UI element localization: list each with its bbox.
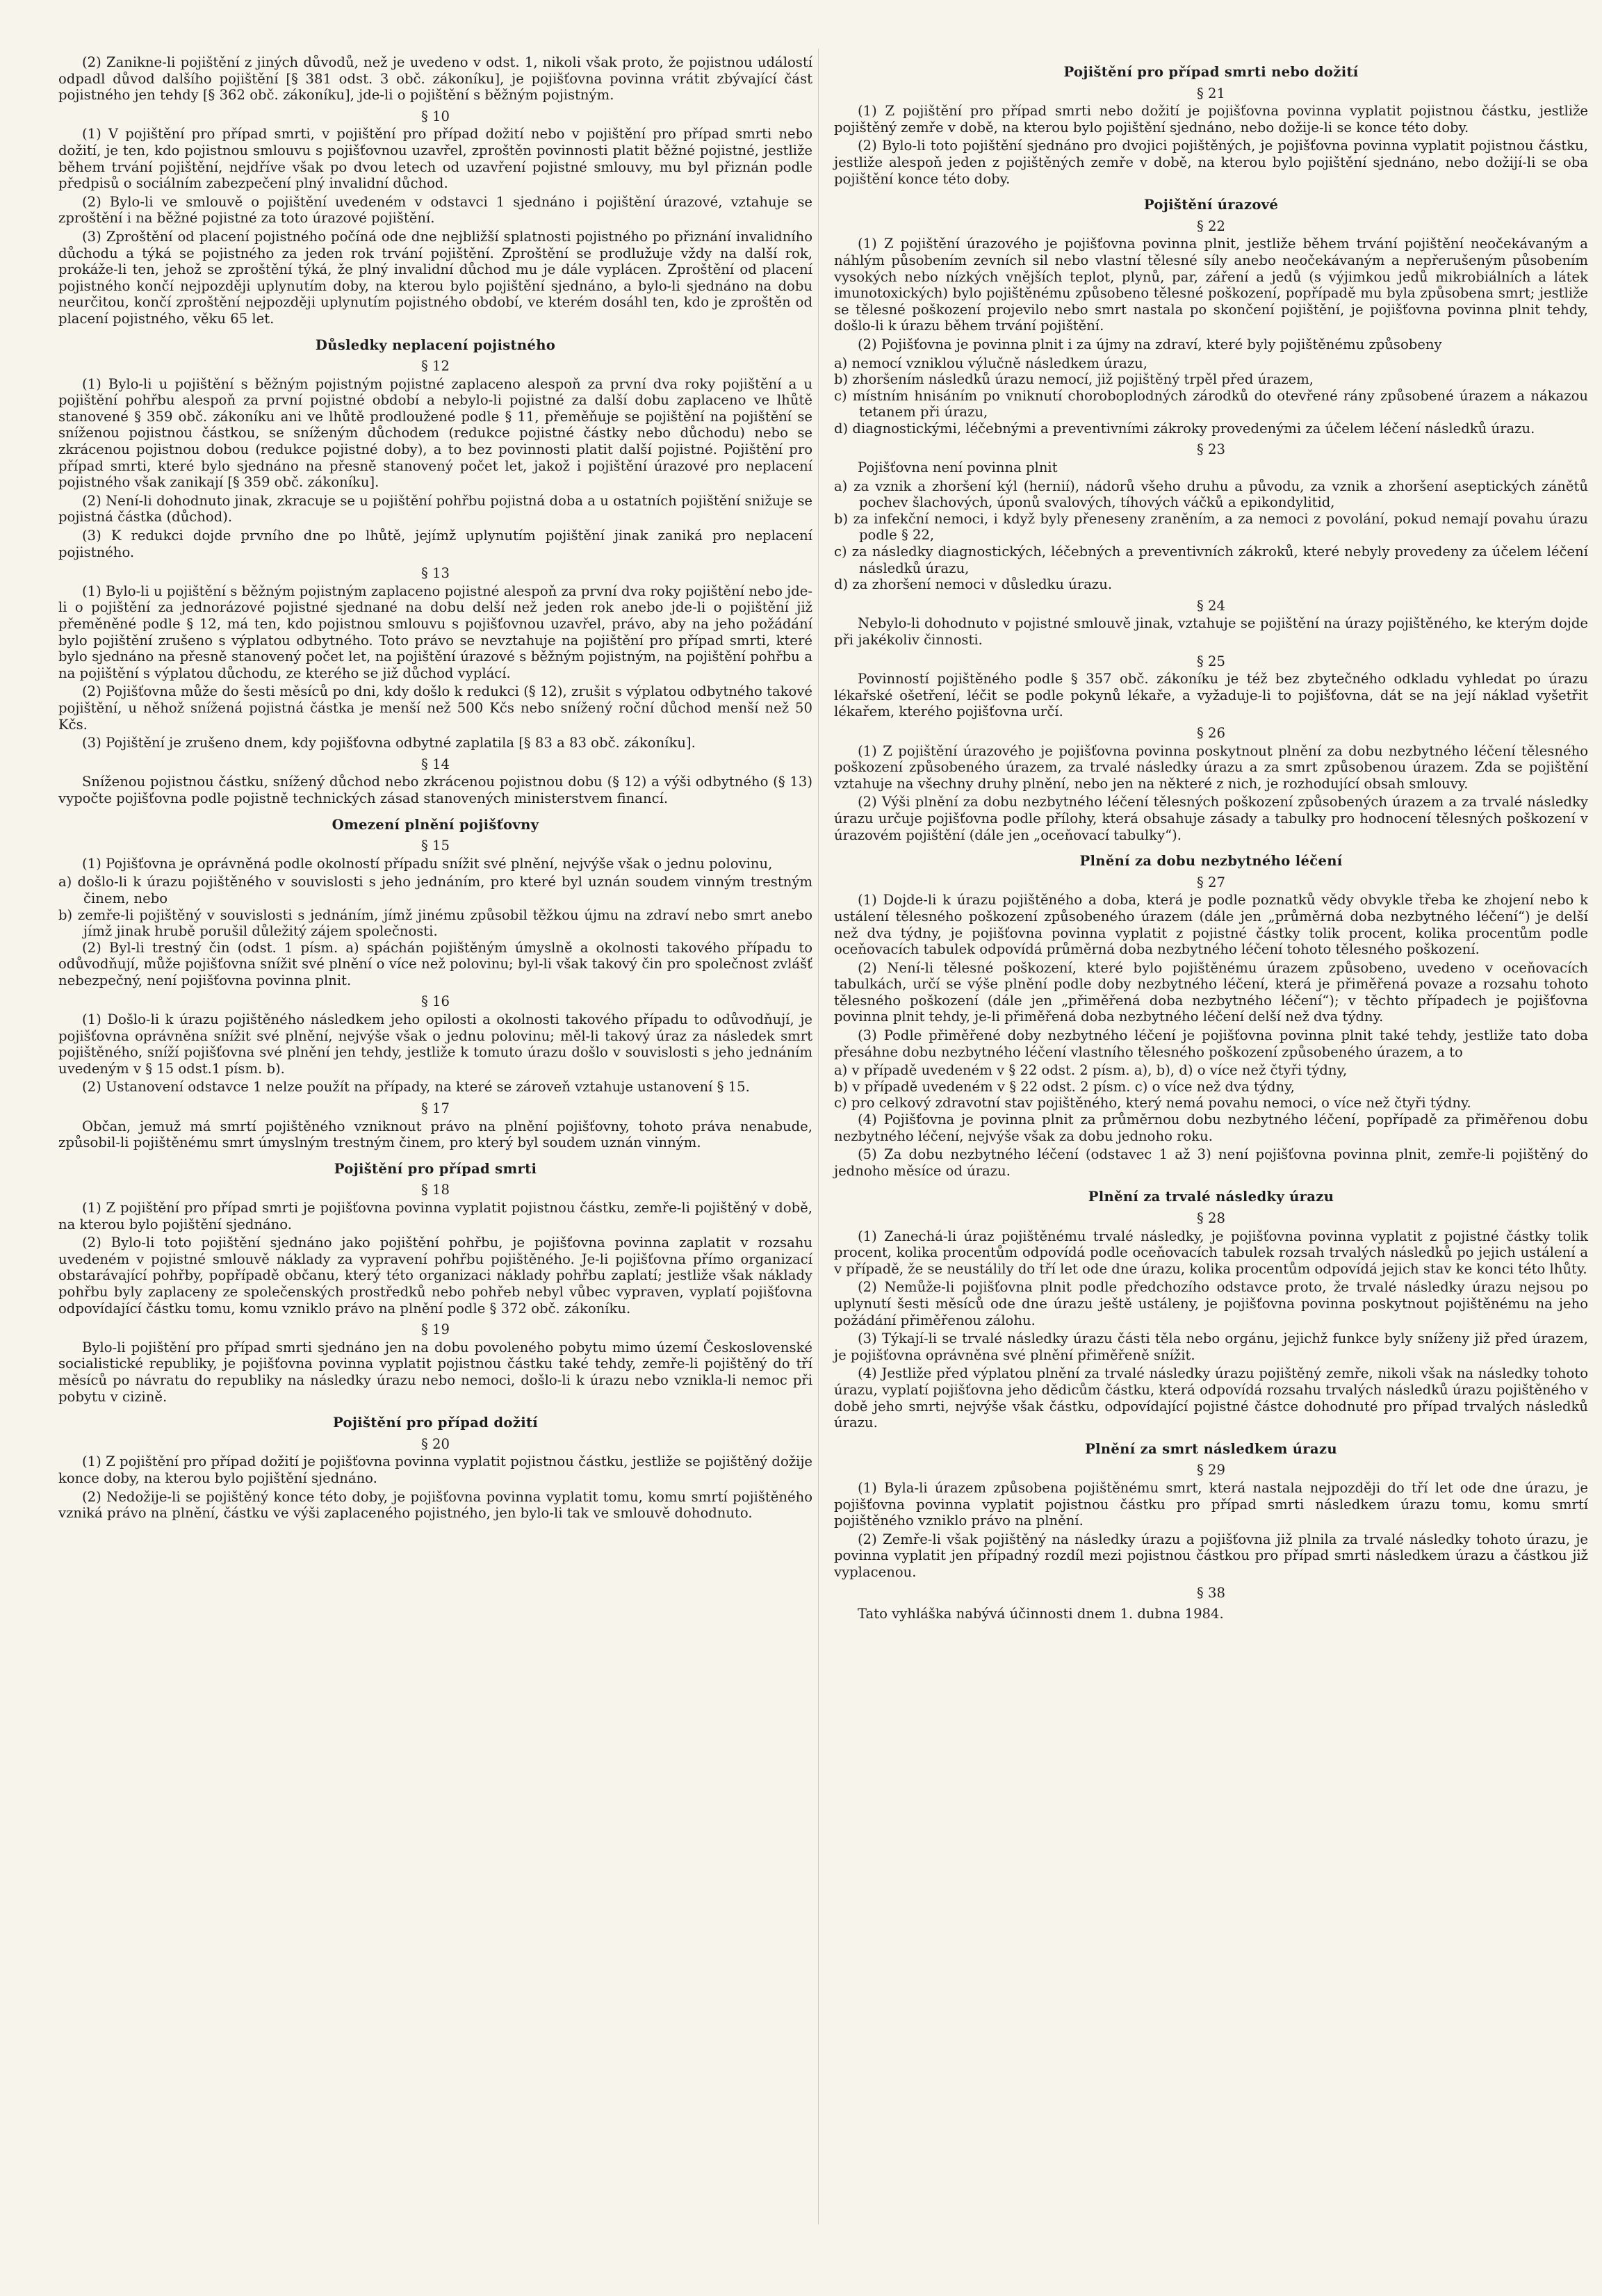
paragraph: (1) Dojde-li k úrazu pojištěného a doba, která je podle poznatků vědy obvykle třeba ke zhojení nebo k ustálení tělesného poškození způsobeného úrazem (dále jen „průměrná doba nezbytného léčení“) je delší než dva týdny, je pojišťovna povinna vyplatit z pojistné částky tolik procent, kolika procentům podle oceňovacích tabulek odpovídá průměrná doba nezbytného léčení tohoto tělesného poškození.: [834, 892, 1588, 958]
section-number: § 24: [1197, 597, 1225, 614]
paragraph: (3) Zproštění od placení pojistného počíná ode dne nejbližší splatnosti pojistného po přiznání invalidního důchodu a týká se pojistného za jeden rok trvání pojištění. Zproštění se prodlužuje vždy na další rok, prokáže-li ten, jehož se zproštění týká, že plný invalidní důchod mu je dále vyplácen. Zproštění od placení pojistného končí nejpozději uplynutím doby, na kterou bylo pojištění sjednáno, a bylo-li sjednáno na dobu neurčitou, končí zproštění nejpozději uplynutím pojistného období, ve kterém dosáhl ten, kdo je zproštěn od placení pojistného, věku 65 let.: [58, 228, 812, 327]
paragraph: (2) Bylo-li toto pojištění sjednáno jako pojištění pohřbu, je pojišťovna povinna zaplatit v rozsahu uvedeném v pojistné smlouvě náklady za vypravení pohřbu pojištěného. Je-li pojišťovna přímo organizací obstarávající pohřby, popřípadě občanu, který této organizaci náklady pohřbu zaplatí; jestliže však náklady pohřbu byly zaplaceny ze společenských prostředků nebo pohřeb nebyl vůbec vypraven, vyplatí pojišťovna odpovídající částku tomu, komu vzniklo právo na plnění podle § 372 obč. zákoníku.: [58, 1235, 812, 1317]
section-number: § 21: [1197, 85, 1225, 101]
paragraph: (1) Bylo-li u pojištění s běžným pojistným zaplaceno pojistné alespoň za první dva roky pojištění nebo jde-li o pojištění za jednorázové pojistné sjednané na dobu delší než jeden rok anebo jde-li o pojištění již přeměněné podle § 12, má ten, kdo pojistnou smlouvu s pojišťovnou uzavřel, právo, aby na jeho požádání bylo pojištění zrušeno s výplatou odbytného. Toto právo se nevztahuje na pojištění pro případ smrti, které bylo sjednáno na přesně stanovený počet let, na pojištění úrazové s běžným pojistným, na pojištění pohřbu a na pojištění s výplatou důchodu, ze kterého se již důchod vyplácí.: [58, 583, 812, 681]
section-number: § 12: [421, 358, 450, 375]
paragraph: (2) Zanikne-li pojištění z jiných důvodů, než je uvedeno v odst. 1, nikoli však proto, že pojistnou událostí odpadl důvod dalšího pojištění [§ 381 odst. 3 obč. zákoníku], je pojišťovna povinna vrátit zbývající část pojistného jen tehdy [§ 362 obč. zákoníku], jde-li o pojištění s běžným pojistným.: [58, 54, 812, 104]
paragraph: (2) Bylo-li toto pojištění sjednáno pro dvojici pojištěných, je pojišťovna povinna vyplatit pojistnou částku, jestliže alespoň jeden z pojištěných zemře v době, na kterou bylo pojištění sjednáno, nebo dožijí-li se oba pojištění konce této doby.: [834, 138, 1588, 187]
paragraph: (1) Došlo-li k úrazu pojištěného následkem jeho opilosti a okolnosti takového případu to odůvodňují, je pojišťovna oprávněna snížit své plnění, nejvýše však o jednu polovinu; měl-li takový úraz za následek smrt pojištěného, sníží pojišťovna své plnění jen tehdy, jestliže k tomuto úrazu došlo v souvislosti s jeho jednáním uvedeným v § 15 odst.1 písm. b).: [58, 1011, 812, 1077]
list-item: a) v případě uvedeném v § 22 odst. 2 písm. a), b), d) o více než čtyři týdny,: [834, 1062, 1348, 1079]
section-heading: Plnění za trvalé následky úrazu: [1088, 1189, 1334, 1205]
section-heading: Omezení plnění pojišťovny: [332, 816, 539, 833]
section-number: § 14: [421, 756, 450, 772]
paragraph: (3) Podle přiměřené doby nezbytného léčení je pojišťovna povinna plnit také tehdy, jestliže tato doba přesáhne dobu nezbytného léčení vlastního tělesného poškození způsobeného úrazem, a to: [834, 1027, 1588, 1060]
list-item: d) za zhoršení nemoci v důsledku úrazu.: [834, 576, 1113, 593]
section-number: § 38: [1197, 1585, 1225, 1602]
section-heading: Plnění za smrt následkem úrazu: [1085, 1440, 1337, 1457]
section-number: § 25: [1197, 653, 1225, 669]
section-number: § 23: [1197, 441, 1225, 458]
paragraph: (1) Z pojištění úrazového je pojišťovna povinna plnit, jestliže během trvání pojištění neočekávaným a náhlým působením zevních sil nebo vlastní tělesné síly anebo neočekávaným a nepřerušeným působením vysokých nebo nízkých vnějších teplot, plynů, par, záření a jedů (s výjimkou jedů mikrobiálních a látek imunotoxických) bylo pojištěnému způsobeno tělesné poškození, popřípadě mu byla způsobena smrt; jestliže se tělesné poškození projevilo nebo smrt nastala po skončení pojištění, je pojišťovna povinna plnit tehdy, došlo-li k úrazu během trvání pojištění.: [834, 236, 1588, 334]
list-item: b) zemře-li pojištěný v souvislosti s jednáním, jímž jinému způsobil těžkou újmu na zdraví nebo smrt anebo jímž jinak hrubě porušil důležitý zájem společnosti.: [58, 906, 812, 940]
section-number: § 20: [421, 1435, 450, 1452]
paragraph: (2) Pojišťovna může do šesti měsíců po dni, kdy došlo k redukci (§ 12), zrušit s výplatou odbytného takové pojištění, u něhož snížená pojistná částka je menší než 500 Kčs nebo snížený roční důchod menší než 50 Kčs.: [58, 683, 812, 733]
section-heading: Pojištění pro případ smrti nebo dožití: [1063, 64, 1359, 80]
section-number: § 10: [421, 108, 450, 124]
section-number: § 26: [1197, 724, 1225, 741]
section-heading: Pojištění úrazové: [1143, 197, 1279, 213]
column-divider: [818, 49, 819, 2224]
section-number: § 22: [1197, 218, 1225, 234]
paragraph: (2) Nedožije-li se pojištěný konce této doby, je pojišťovna povinna vyplatit tomu, komu smrtí pojištěného vzniká právo na plnění, částku ve výši zaplaceného pojistného, jen bylo-li tak ve smlouvě dohodnuto.: [58, 1488, 812, 1522]
paragraph: (2) Není-li tělesné poškození, které bylo pojištěnému úrazem způsobeno, uvedeno v oceňovacích tabulkách, určí se výše plnění podle doby nezbytného léčení, která je přiměřená povaze a rozsahu tohoto tělesného poškození (dále jen „přiměřená doba nezbytného léčení“); v těchto případech je pojišťovna povinna plnit tehdy, je-li přiměřená doba nezbytného léčení delší než dva týdny.: [834, 959, 1588, 1025]
paragraph: (1) Z pojištění úrazového je pojišťovna povinna poskytnout plnění za dobu nezbytného léčení tělesného poškození způsobeného úrazem, za trvalé následky úrazu a za smrt způsobenou úrazem. Zda se pojištění vztahuje na všechny druhy plnění, nebo jen na některé z nich, je rozhodující obsah smlouvy.: [834, 742, 1588, 792]
list-item: b) zhoršením následků úrazu nemocí, již pojištěný trpěl před úrazem,: [834, 371, 1314, 388]
section-number: § 16: [421, 993, 450, 1010]
right-column: [834, 54, 1588, 1625]
paragraph: (1) Z pojištění pro případ smrti nebo dožití je pojišťovna povinna vyplatit pojistnou částku, jestliže pojištěný zemře v době, na kterou bylo pojištění sjednáno, nebo dožije-li se konce této doby.: [834, 103, 1588, 136]
paragraph: (4) Pojišťovna je povinna plnit za průměrnou dobu nezbytného léčení, popřípadě za přiměřenou dobu nezbytného léčení, nejvýše však za dobu jednoho roku.: [834, 1112, 1588, 1144]
paragraph: Pojišťovna není povinna plnit: [858, 459, 1058, 476]
section-number: § 18: [421, 1182, 450, 1198]
paragraph: (4) Jestliže před výplatou plnění za trvalé následky úrazu pojištěný zemře, nikoli však na následky tohoto úrazu, vyplatí pojišťovna jeho dědicům částku, která odpovídá rozsahu trvalých následků úrazu pojištěného v době jeho smrti, nejvýše však částku, odpovídající pojistné částce dohodnuté pro případ trvalých následků úrazu.: [834, 1365, 1588, 1431]
left-column: [58, 54, 812, 1524]
paragraph: (1) Z pojištění pro případ smrti je pojišťovna povinna vyplatit pojistnou částku, zemře-li pojištěný v době, na kterou bylo pojištění sjednáno.: [58, 1200, 812, 1232]
section-number: § 29: [1197, 1462, 1225, 1479]
paragraph: (5) Za dobu nezbytného léčení (odstavec 1 až 3) není pojišťovna povinna plnit, zemře-li pojištěný do jednoho měsíce od úrazu.: [834, 1146, 1588, 1179]
paragraph: Sníženou pojistnou částku, snížený důchod nebo zkrácenou pojistnou dobu (§ 12) a výši odbytného (§ 13) vypočte pojišťovna podle pojistně technických zásad stanovených ministerstvem financí.: [58, 774, 812, 806]
list-item: b) za infekční nemoci, i když byly přeneseny zraněním, a za nemoci z povolání, pokud nemají povahu úrazu podle § 22,: [834, 510, 1588, 544]
paragraph: (2) Výši plnění za dobu nezbytného léčení tělesných poškození způsobených úrazem a za trvalé následky úrazu určuje pojišťovna podle přílohy, která obsahuje zásady a tabulky pro hodnocení tělesných poškození v úrazovém pojištění (dále jen „oceňovací tabulky“).: [834, 794, 1588, 843]
section-heading: Důsledky neplacení pojistného: [315, 336, 556, 353]
list-item: b) v případě uvedeném v § 22 odst. 2 písm. c) o více než dva týdny,: [834, 1078, 1295, 1095]
section-number: § 28: [1197, 1210, 1225, 1226]
paragraph: (2) Pojišťovna je povinna plnit i za újmy na zdraví, které byly pojištěnému způsobeny: [858, 336, 1442, 352]
paragraph: (2) Ustanovení odstavce 1 nelze použít na případy, na které se zároveň vztahuje ustanovení § 15.: [82, 1079, 750, 1096]
paragraph: (1) Z pojištění pro případ dožití je pojišťovna povinna vyplatit pojistnou částku, jestliže se pojištěný dožije konce doby, na kterou bylo pojištění sjednáno.: [58, 1454, 812, 1486]
paragraph: (2) Byl-li trestný čin (odst. 1 písm. a) spáchán pojištěným úmyslně a okolnosti takového případu to odůvodňují, může pojišťovna snížit své plnění o více než polovinu; byl-li však takový čin pro společnost zvlášť nebezpečný, není pojišťovna povinna plnit.: [58, 939, 812, 988]
section-number: § 13: [421, 565, 450, 582]
list-item: c) za následky diagnostických, léčebných a preventivních zákroků, které nebyly provedeny za účelem léčení následků úrazu,: [834, 544, 1588, 576]
section-heading: Pojištění pro případ dožití: [332, 1415, 539, 1431]
paragraph: Bylo-li pojištění pro případ smrti sjednáno jen na dobu povoleného pobytu mimo území Československé socialistické republiky, je pojišťovna povinna vyplatit pojistnou částku také tehdy, zemře-li pojištěný do tří měsíců po návratu do republiky na následky úrazu nebo nemoci, došlo-li k úrazu nebo vznikla-li nemoc při pobytu v cizině.: [58, 1339, 812, 1405]
list-item: a) došlo-li k úrazu pojištěného v souvislosti s jeho jednáním, pro které byl uznán soudem vinným trestným činem, nebo: [58, 874, 812, 906]
paragraph: (2) Zemře-li však pojištěný na následky úrazu a pojišťovna již plnila za trvalé následky tohoto úrazu, je povinna vyplatit jen případný rozdíl mezi pojistnou částkou pro případ smrti následkem úrazu a částkou již vyplacenou.: [834, 1531, 1588, 1580]
list-item: d) diagnostickými, léčebnými a preventivními zákroky provedenými za účelem léčení následků úrazu.: [834, 420, 1535, 437]
paragraph: (1) V pojištění pro případ smrti, v pojištění pro případ dožití nebo v pojištění pro případ smrti nebo dožití, je ten, kdo pojistnou smlouvu s pojišťovnou uzavřel, zproštěn povinnosti platit běžné pojistné, jestliže během trvání pojištění, nejdříve však po dvou letech od uzavření pojistné smlouvy, mu byl přiznán podle předpisů o sociálním zabezpečení plný invalidní důchod.: [58, 126, 812, 192]
list-item: a) nemocí vzniklou výlučně následkem úrazu,: [834, 355, 1147, 371]
paragraph: (1) Byla-li úrazem způsobena pojištěnému smrt, která nastala nejpozději do tří let ode dne úrazu, je pojišťovna povinna vyplatit pojistnou částku pro případ smrti následkem úrazu tomu, komu smrtí pojištěného vzniklo právo na plnění.: [834, 1479, 1588, 1529]
paragraph: (2) Nemůže-li pojišťovna plnit podle předchozího odstavce proto, že trvalé následky úrazu nejsou po uplynutí šesti měsíců ode dne úrazu ještě ustáleny, je pojišťovna povinna poskytnout pojištěnému na jeho požádání přiměřenou zálohu.: [834, 1279, 1588, 1328]
paragraph: (2) Není-li dohodnuto jinak, zkracuje se u pojištění pohřbu pojistná doba a u ostatních pojištění snižuje se pojistná částka (důchod).: [58, 492, 812, 526]
list-item: c) místním hnisáním po vniknutí choroboplodných zárodků do otevřené rány způsobené úrazem a nákazou tetanem při úrazu,: [834, 387, 1588, 421]
paragraph: (1) Zanechá-li úraz pojištěnému trvalé následky, je pojišťovna povinna vyplatit z pojistné částky tolik procent, kolika procentům odpovídá podle oceňovacích tabulek rozsah trvalých následků po jejich ustálení a v případě, že se neustálily do tří let ode dne úrazu, kolika procentům odpovídá jejich stav ke konci této lhůty.: [834, 1228, 1588, 1277]
effective-date-clause: Tato vyhláška nabývá účinnosti dnem 1. dubna 1984.: [858, 1606, 1224, 1622]
paragraph: (2) Bylo-li ve smlouvě o pojištění uvedeném v odstavci 1 sjednáno i pojištění úrazové, vztahuje se zproštění i na běžné pojistné za toto úrazové pojištění.: [58, 193, 812, 227]
section-heading: Plnění za dobu nezbytného léčení: [1079, 853, 1343, 870]
paragraph: (3) Pojištění je zrušeno dnem, kdy pojišťovna odbytné zaplatila [§ 83 a 83 obč. zákoníku].: [82, 735, 696, 751]
section-number: § 19: [421, 1321, 450, 1338]
paragraph: Občan, jemuž má smrtí pojištěného vzniknout právo na plnění pojišťovny, tohoto práva nenabude, způsobil-li pojištěnému smrt úmyslným trestným činem, pro který byl soudem uznán vinným.: [58, 1118, 812, 1151]
paragraph: Nebylo-li dohodnuto v pojistné smlouvě jinak, vztahuje se pojištění na úrazy pojištěného, ke kterým dojde při jakékoliv činnosti.: [834, 615, 1588, 648]
list-item: c) pro celkový zdravotní stav pojištěného, který nemá povahu nemoci, o více než čtyři týdny.: [834, 1095, 1471, 1112]
paragraph: (1) Pojišťovna je oprávněná podle okolností případu snížit své plnění, nejvýše však o jednu polovinu,: [82, 855, 773, 872]
paragraph: (1) Bylo-li u pojištění s běžným pojistným pojistné zaplaceno alespoň za první dva roky pojištění a u pojištění pohřbu alespoň za první pojistné období a nebylo-li pojistné za další dobu zaplaceno ve lhůtě stanovené § 359 obč. zákoníku ani ve lhůtě prodloužené podle § 11, přeměňuje se pojištění na pojištění se sníženou pojistnou částkou, se sníženým důchodem (redukce pojistné částky nebo důchodu) nebo se zkrácenou pojistnou dobou (redukce pojistné doby), a to bez povinnosti platit další pojistné. Pojištění pro případ smrti, které bylo sjednáno na přesně stanovený počet let, jakož i pojištění úrazové pro neplacení pojistného však zanikají [§ 359 obč. zákoníku].: [58, 375, 812, 491]
paragraph: (3) K redukci dojde prvního dne po lhůtě, jejímž uplynutím pojištění jinak zaniká pro neplacení pojistného.: [58, 528, 812, 560]
list-item: a) za vznik a zhoršení kýl (hernií), nádorů všeho druhu a původu, za vznik a zhoršení aseptických zánětů pochev šlachových, úponů svalových, tíhových váčků a epikondylitid,: [834, 478, 1588, 511]
section-number: § 17: [421, 1100, 450, 1117]
section-number: § 15: [421, 838, 450, 854]
section-heading: Pojištění pro případ smrti: [334, 1160, 537, 1177]
section-number: § 27: [1197, 874, 1225, 890]
paragraph: (3) Týkají-li se trvalé následky úrazu části těla nebo orgánu, jejichž funkce byly sníženy již před úrazem, je pojišťovna oprávněna své plnění přiměřeně snížit.: [834, 1330, 1588, 1363]
paragraph: Povinností pojištěného podle § 357 obč. zákoníku je též bez zbytečného odkladu vyhledat po úrazu lékařské ošetření, léčit se podle pokynů lékaře, a vyžaduje-li to pojišťovna, dát se na její náklad vyšetřit lékařem, kterého pojišťovna určí.: [834, 671, 1588, 720]
